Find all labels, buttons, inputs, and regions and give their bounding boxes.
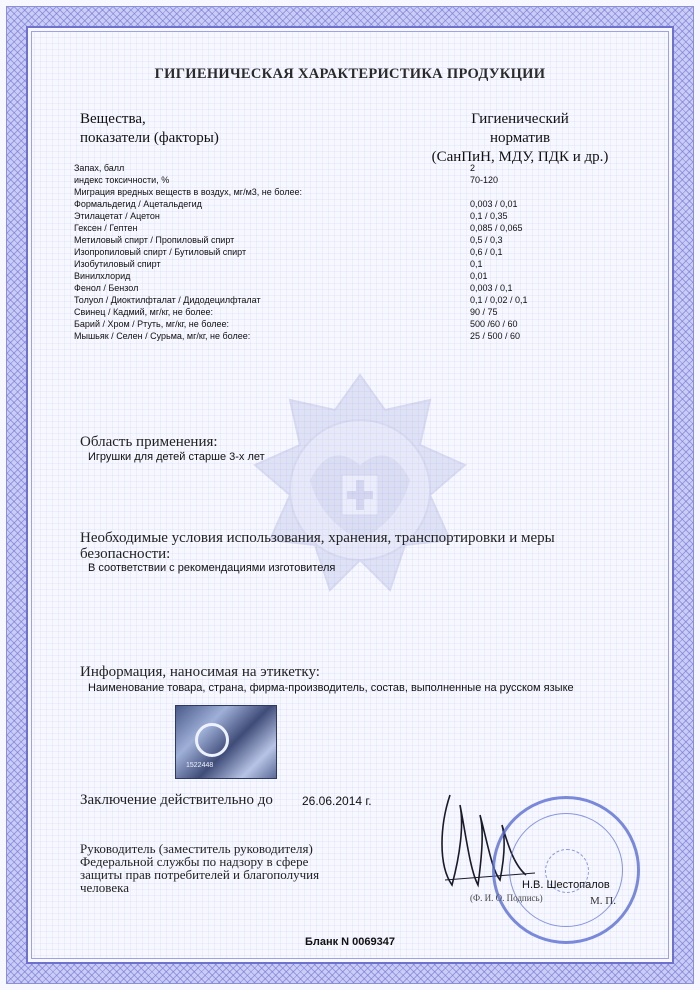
param-name: Изобутиловый спирт [74,259,161,269]
param-value: 0,6 / 0,1 [470,247,503,257]
validity-label: Заключение действительно до [80,792,273,808]
document-title: ГИГИЕНИЧЕСКАЯ ХАРАКТЕРИСТИКА ПРОДУКЦИИ [154,66,546,82]
table-row [74,198,528,210]
column-header-substances [80,110,219,148]
param-name: Этилацетат / Ацетон [74,211,160,221]
form-number: Бланк N 0069347 [304,936,396,948]
param-value: 90 / 75 [470,307,498,317]
table-row [74,270,528,282]
param-value: 0,1 / 0,35 [470,211,508,221]
param-value: 500 /60 / 60 [470,319,518,329]
table-row [74,246,528,258]
label-info-label: Информация, наносимая на этикетку: [80,664,320,680]
signatory-line3: защиты прав потребителей и благополучия [80,867,320,882]
seal-place-mark: М. П. [590,895,616,907]
param-value: 0,085 / 0,065 [470,223,523,233]
param-value: 0,5 / 0,3 [470,235,503,245]
param-name: Толуол / Диоктилфталат / Дидодецилфталат [74,295,261,305]
param-value: 0,1 / 0,02 / 0,1 [470,295,528,305]
param-value: 2 [470,163,476,173]
parameters-table [74,162,528,342]
param-name: Запах, балл [74,163,125,173]
signatory-line4: человека [80,880,130,895]
param-name: Винилхлорид [74,271,131,281]
conditions-label-line2: безопасности: [80,546,171,562]
param-value [470,186,528,198]
param-name: Фенол / Бензол [74,283,139,293]
header-right-line2: норматив [489,130,551,146]
table-row [74,258,528,270]
header-left-line2: показатели (факторы) [80,130,219,146]
column-header-norm [410,110,630,167]
param-name: Изопропиловый спирт / Бутиловый спирт [74,247,247,257]
conditions-label-line1: Необходимые условия использования, хранения, транспортировки и меры [80,530,555,546]
header-right-line3: (СанПиН, МДУ, ПДК и др.) [431,149,609,165]
param-name: индекс токсичности, % [74,175,170,185]
param-name: Метиловый спирт / Пропиловый спирт [74,235,235,245]
signatory-line1: Руководитель (заместитель руководителя) [80,841,313,856]
table-row [74,330,528,342]
table-row [74,186,528,198]
param-value: 70-120 [470,175,499,185]
table-row [74,234,528,246]
table-row [74,210,528,222]
signatory-name-caption: (Ф. И. О. Подпись) [470,893,543,903]
param-value: 0,003 / 0,1 [470,283,513,293]
param-name: Свинец / Кадмий, мг/кг, не более: [74,307,213,317]
signatory-line2: Федеральной службы по надзору в сфере [80,854,309,869]
signatory-name: Н.В. Шестопалов [522,879,610,891]
label-info-value: Наименование товара, страна, фирма-производитель, состав, выполненные на русском языке [88,682,574,694]
coat-of-arms-watermark [250,370,470,640]
param-value: 0,003 / 0,01 [470,199,518,209]
table-row [74,162,528,174]
scope-value: Игрушки для детей старше 3-х лет [88,451,265,463]
header-left-line1: Вещества, [80,111,146,127]
table-row [74,294,528,306]
header-right-line1: Гигиенический [471,111,569,127]
param-name: Гексен / Гептен [74,223,138,233]
hologram-emblem-icon [195,723,229,757]
param-value: 0,1 [470,259,483,269]
param-value: 25 / 500 / 60 [470,331,521,341]
param-value: 0,01 [470,271,488,281]
table-row [74,282,528,294]
official-seal-stamp [492,796,640,944]
hologram-sticker [175,705,277,779]
conditions-value: В соответствии с рекомендациями изготовителя [88,562,336,574]
table-row [74,318,528,330]
param-name: Формальдегид / Ацетальдегид [74,199,202,209]
param-name: Миграция вредных веществ в воздух, мг/м3, не более: [74,187,302,197]
signatory-title [80,842,319,894]
table-row [74,174,528,186]
table-row [74,306,528,318]
table-row [74,222,528,234]
param-name: Мышьяк / Селен / Сурьма, мг/кг, не более: [74,331,251,341]
param-name: Барий / Хром / Ртуть, мг/кг, не более: [74,319,230,329]
scope-label: Область применения: [80,434,218,450]
validity-date: 26.06.2014 г. [302,794,372,808]
hologram-number: 1522448 [186,762,214,769]
